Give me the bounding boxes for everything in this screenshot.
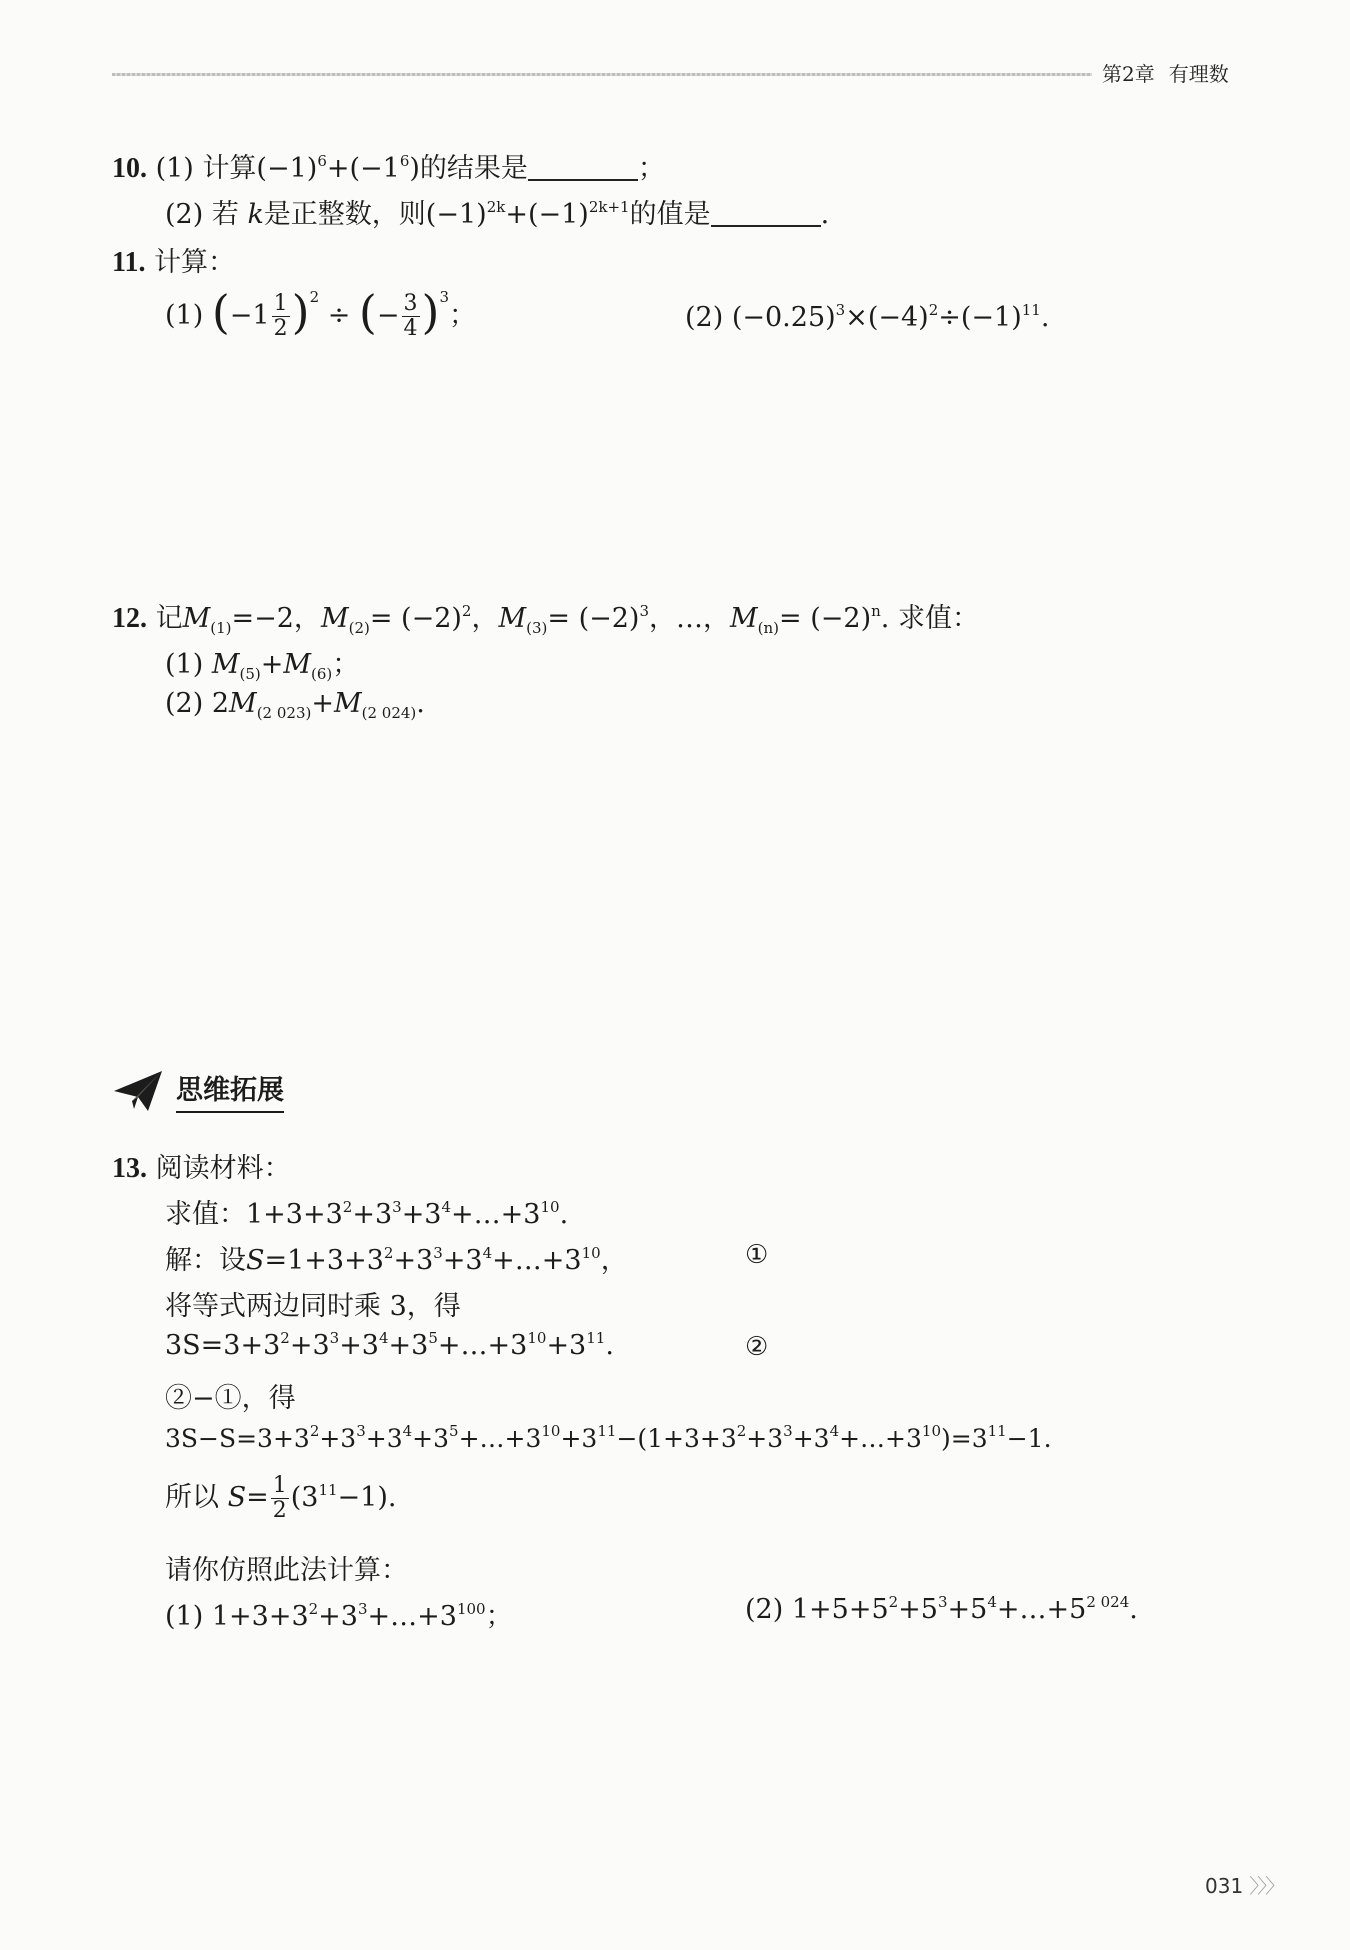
q13-line2: 解：设$S=1+3+3^2+3^3+3^4+\dots+3^{10}$， bbox=[165, 1244, 628, 1276]
section-title: 思维拓展 bbox=[176, 1068, 284, 1113]
q13-line4: $3S=3+3^2+3^3+3^4+3^5+\dots+3^{10}+3^{11}$. bbox=[165, 1329, 614, 1361]
q12-intro: 12. 记$M_{(1)}=-2$，$M_{(2)}= (-2)^2$，$M_{(3)}= (-2)^3$，…，$M_{(n)}= (-2)^n$. 求值： bbox=[112, 602, 979, 637]
q11-number: 11. bbox=[112, 247, 146, 278]
chapter-label: 第2章 bbox=[1102, 62, 1155, 86]
q13-line6: $3S-S=3+3^2+3^3+3^4+3^5+\dots+3^{10}+3^{11}-(1+3+3^2+3^3+3^4+\dots+3^{10})=3^{11}-1$. bbox=[165, 1422, 1052, 1453]
q10-part2: (2) 若 k是正整数，则$(-1)^{2k}+(-1)^{2k+1}$的值是 . bbox=[165, 198, 830, 230]
q13-title: 13. 阅读材料： bbox=[112, 1153, 291, 1184]
q13-part2: (2) $1+5+5^2+5^3+5^4+\dots+5^{2 024}$. bbox=[745, 1593, 1138, 1625]
q12-part2: (2) $2M_{(2 023)}+M_{(2 024)}$. bbox=[165, 688, 425, 722]
page-number: 031 bbox=[1205, 1874, 1244, 1898]
q13-line3: 将等式两边同时乘 3，得 bbox=[165, 1291, 461, 1322]
q11-part2: (2) $(-0.25)^3\times(-4)^2\div(-1)^{11}$. bbox=[685, 301, 1050, 333]
page-header bbox=[1102, 58, 1243, 87]
q13-line7: 所以 S= $\frac{1}{2}$ $(3^{11}-1)$. bbox=[165, 1473, 397, 1523]
section-heading bbox=[112, 1068, 284, 1113]
q13-part1: (1) $1+3+3^2+3^3+\dots+3^{100}$； bbox=[165, 1600, 513, 1632]
q13-line5: ②−①，得 bbox=[165, 1383, 296, 1414]
page-footer bbox=[1205, 1870, 1283, 1899]
q13-number: 13. bbox=[112, 1153, 147, 1184]
q10-part1: 10. (1) 计算$(-1)^6+(-1^6)$的结果是 ； bbox=[112, 152, 665, 184]
chapter-title: 有理数 bbox=[1168, 62, 1229, 86]
q13-line8: 请你仿照此法计算： bbox=[165, 1555, 408, 1586]
answer-blank[interactable] bbox=[711, 201, 821, 227]
q13-line1: 求值：$1+3+3^2+3^3+3^4+\dots+3^{10}$. bbox=[165, 1198, 569, 1230]
answer-blank[interactable] bbox=[528, 155, 638, 181]
paper-plane-icon bbox=[112, 1069, 164, 1113]
equation-marker-2: ② bbox=[745, 1332, 769, 1362]
q11-title: 11. 计算： bbox=[112, 247, 236, 278]
q10-number: 10. bbox=[112, 153, 147, 184]
equation-marker-1: ① bbox=[745, 1240, 769, 1270]
header-rule bbox=[112, 73, 1092, 76]
chevrons-right-icon: 〉〉〉 bbox=[1249, 1874, 1284, 1898]
q11-part1: (1) (−1 $\frac{1}{2}$ )$^2$ ÷ (− $\frac{3}{4}$ )$^3$； bbox=[165, 285, 476, 341]
q12-number: 12. bbox=[112, 603, 147, 634]
q12-part1: (1) $M_{(5)}+M_{(6)}$； bbox=[165, 649, 360, 683]
